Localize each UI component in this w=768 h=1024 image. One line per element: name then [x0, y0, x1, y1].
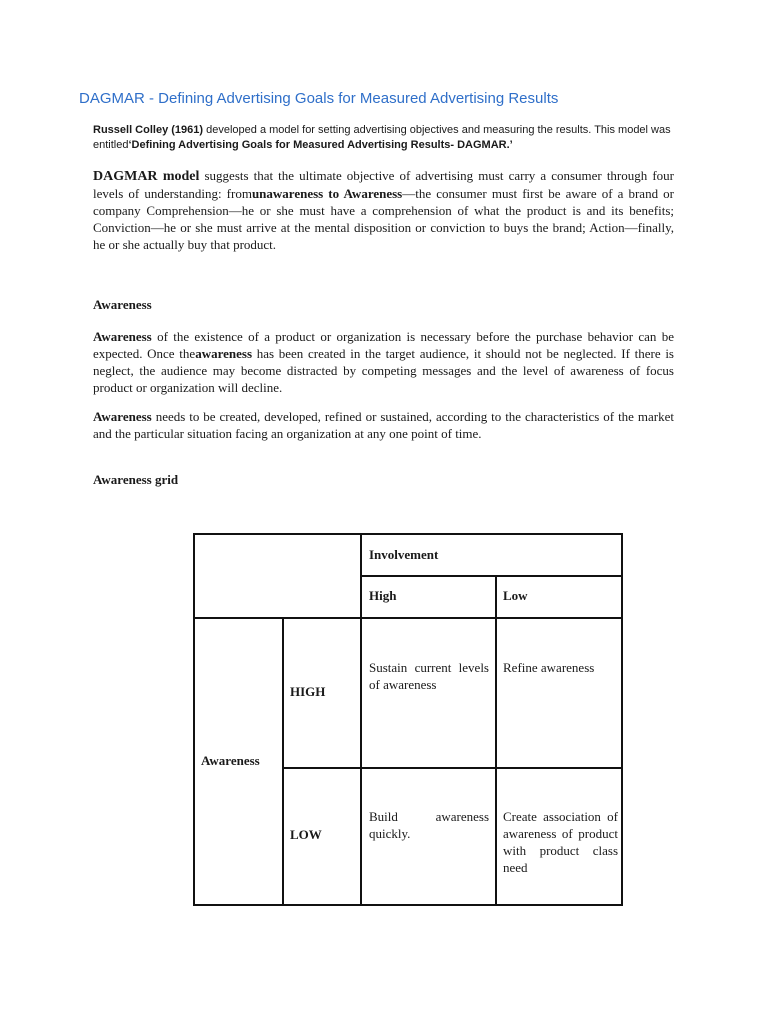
grid-line [360, 575, 621, 577]
cell-low-low: Create association of awareness of product with product class need [503, 809, 618, 875]
awareness-row-header: Awareness [201, 753, 260, 768]
intro-model-title: ‘Defining Advertising Goals for Measured Advertising Results- DAGMAR.’ [128, 139, 513, 151]
intro-author: Russell Colley (1961) [93, 124, 204, 136]
cell-high-high: Sustain current levels of awareness [369, 660, 489, 692]
cell-high-low: Refine awareness [503, 660, 595, 675]
awareness-text-2: needs to be created, developed, refined or sustained, according to the characteristics of the market and the particular situation facing an organization at any one point of time. [93, 409, 674, 441]
cell-low-high: Build awareness quickly. [369, 809, 489, 841]
awareness-grid-heading: Awareness grid [93, 472, 179, 487]
high-awareness-label: HIGH [290, 684, 326, 699]
low-awareness-label: LOW [290, 827, 322, 842]
grid-line [282, 618, 284, 904]
dagmar-text-1: suggests that the ultimate objective of advertising must carry a consumer through four levels of understanding: from [93, 168, 674, 201]
awareness-text-1a: of the existence of a product or organization is necessary before the purchase behavior can be expected. Once the [93, 329, 674, 361]
dagmar-text-2: —the consumer must first be aware of a brand or company Comprehension—he or she must have a comprehension of what the product is and its benefits; Conviction—he or she must arrive at the mental disposition or conviction to buys the brand; Action—finally, he or she actually buy that product. [93, 186, 674, 252]
grid-line [360, 535, 362, 904]
involvement-header: Involvement [369, 547, 439, 562]
awareness-lead-2: Awareness [93, 409, 152, 424]
dagmar-lead: DAGMAR model [93, 169, 200, 184]
dagmar-bold: unawareness to Awareness [251, 186, 403, 201]
awareness-bold-1: awareness [195, 346, 252, 361]
grid-line [195, 617, 621, 619]
grid-line [495, 576, 497, 904]
intro-paragraph [93, 123, 693, 153]
awareness-heading: Awareness [93, 297, 152, 312]
grid-line [282, 767, 621, 769]
awareness-paragraph-1 [93, 328, 674, 396]
awareness-paragraph-2 [93, 408, 674, 442]
awareness-lead-1: Awareness [93, 329, 152, 344]
page-title[interactable]: DAGMAR - Defining Advertising Goals for Measured Advertising Results [79, 90, 559, 107]
intro-text: developed a model for setting advertising objectives and measuring the results. This model was entitled [93, 124, 671, 151]
dagmar-paragraph [93, 167, 674, 253]
awareness-grid-table [193, 533, 623, 906]
low-involvement-header: Low [503, 588, 528, 603]
high-involvement-header: High [369, 588, 397, 603]
awareness-text-1b: has been created in the target audience, it should not be neglected. If there is neglect, the audience may become distracted by competing messages and the level of awareness of focus product or organization will decline. [93, 346, 674, 395]
